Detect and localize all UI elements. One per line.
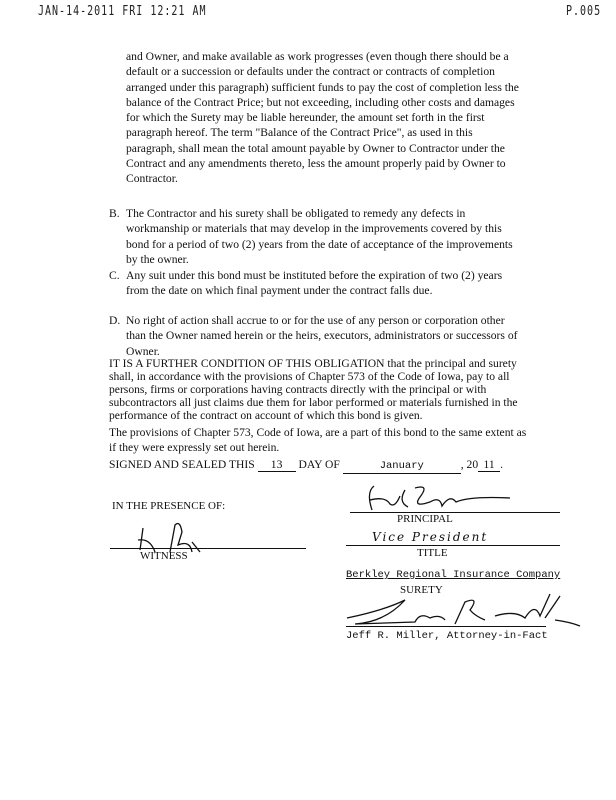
text-line: by the owner. — [126, 252, 189, 266]
clause-label: B. — [109, 207, 120, 220]
principal-label: PRINCIPAL — [397, 513, 453, 525]
text-line: performance of the contract on account of which this bond is given. — [109, 409, 423, 422]
fax-header-timestamp: JAN-14-2011 FRI 12:21 AM — [38, 4, 207, 19]
signed-day-of: DAY OF — [298, 458, 340, 471]
signed-and-sealed-line — [109, 457, 503, 474]
text-line: workmanship or materials that may develop in the improvements covered by this — [126, 222, 502, 236]
in-presence-of-label: IN THE PRESENCE OF: — [112, 500, 226, 512]
principal-signature — [360, 482, 520, 514]
title-value: Vice President — [372, 530, 489, 544]
surety-label: SURETY — [400, 584, 443, 596]
text-line: persons, firms or corporations having contracts directly with the principal or with — [109, 383, 487, 396]
principal-line — [350, 512, 560, 513]
text-line: paragraph, shall mean the total amount payable by Owner to Contractor under the — [126, 141, 505, 155]
text-line: balance of the Contract Price; but not exceeding, including other costs and damages — [126, 95, 515, 109]
surety-signature-line — [346, 626, 546, 627]
title-label: TITLE — [417, 547, 448, 559]
text-line: if they were expressly set out herein. — [109, 441, 280, 455]
provisions-paragraph — [109, 425, 526, 456]
text-line: The provisions of Chapter 573, Code of Iowa, are a part of this bond to the same extent as — [109, 426, 527, 439]
clause-label: C. — [109, 269, 120, 282]
text-line: subcontractors all just claims due them for labor performed or materials furnished in the — [109, 396, 518, 409]
text-line: The Contractor and his surety shall be obligated to remedy any defects in — [126, 207, 466, 220]
clause-body — [126, 313, 518, 359]
text-line: paragraph hereof. The term "Balance of the Contract Price", as used in this — [126, 126, 473, 140]
text-line: Any suit under this bond must be instituted before the expiration of two (2) years — [126, 269, 503, 282]
signed-prefix: SIGNED AND SEALED THIS — [109, 458, 255, 471]
clause-b — [109, 206, 513, 267]
text-line: default or a succession or defaults under the contract or contracts of completion — [126, 65, 495, 79]
signed-day: 13 — [258, 458, 296, 472]
text-line: IT IS A FURTHER CONDITION OF THIS OBLIGATION that the principal and surety — [109, 357, 517, 370]
text-line: and Owner, and make available as work progresses (even though there should be a — [126, 50, 509, 63]
clause-label: D. — [109, 314, 121, 327]
clause-d — [109, 313, 518, 359]
text-line: Owner. — [126, 344, 160, 358]
text-line: than the Owner named herein or the heirs, executors, administrators or successors of — [126, 329, 518, 343]
text-line: for which the Surety may be liable hereunder, the amount set forth in the first — [126, 111, 485, 125]
text-line: arranged under this paragraph) sufficient funds to pay the cost of completion less the — [126, 80, 519, 94]
signed-month: January — [343, 460, 461, 474]
signed-year: 11 — [478, 458, 500, 472]
witness-line — [110, 548, 306, 549]
witness-label: WITNESS — [140, 550, 188, 562]
fax-page-number: P.005 — [566, 4, 602, 19]
further-condition-paragraph — [109, 357, 518, 422]
signed-end: . — [500, 458, 504, 471]
clause-body — [126, 206, 513, 267]
surety-name: Berkley Regional Insurance Company — [346, 569, 561, 581]
text-line: bond for a period of two (2) years from the date of acceptance of the improvements — [126, 237, 513, 251]
title-line — [346, 545, 560, 546]
text-line: No right of action shall accrue to or for the use of any person or corporation other — [126, 314, 505, 327]
clause-body — [126, 268, 502, 299]
paragraph-a — [126, 49, 519, 187]
clause-c — [109, 268, 502, 299]
text-line: Contract and any amendments thereto, less the amount properly paid by Owner to — [126, 157, 506, 171]
text-line: from the date on which final payment under the contract falls due. — [126, 284, 433, 298]
attorney-in-fact: Jeff R. Miller, Attorney-in-Fact — [346, 630, 548, 642]
text-line: Contractor. — [126, 172, 178, 186]
signed-year-prefix: , 20 — [460, 458, 479, 471]
text-line: shall, in accordance with the provisions of Chapter 573 of the Code of Iowa, pay to all — [109, 370, 510, 383]
